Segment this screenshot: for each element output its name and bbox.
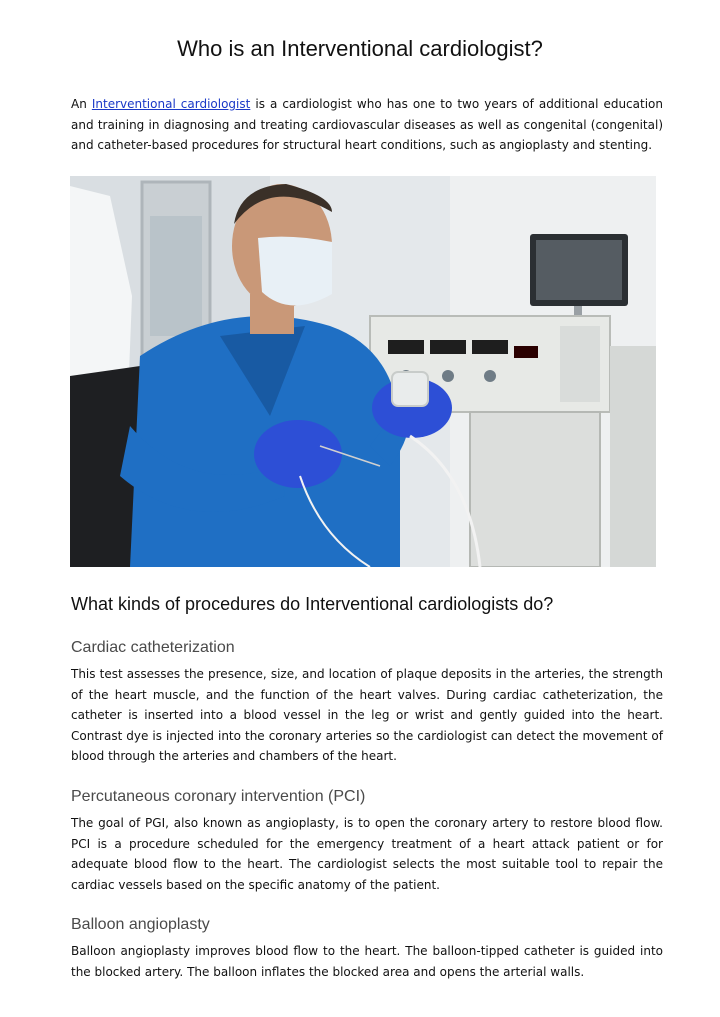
cardiologist-photo [70,176,656,567]
section-text-cardiac-catheterization: This test assesses the presence, size, and location of plaque deposits in the arteries, the strength of the heart muscle, and the function of the heart valves. During cardiac catheterization, the catheter is inserted into a blood vessel in the leg or wrist and gently guided into the heart. Contrast dye is injected into the coronary arteries so the cardiologist can detect the movement of blood through the arteries and chambers of the heart. [71,667,663,763]
page-title: Who is an Interventional cardiologist? [177,36,543,61]
section-text-pci: The goal of PGI, also known as angioplasty, is to open the coronary artery to restore blood flow. PCI is a procedure scheduled for the emergency treatment of a heart attack patient or for adequate blood flow to the heart. The cardiologist selects the most suitable tool to repair the cardiac vessels based on the specific anatomy of the patient. [71,816,663,892]
section-heading-pci: Percutaneous coronary intervention (PCI) [71,788,366,805]
interventional-cardiologist-link[interactable]: Interventional cardiologist [91,97,251,111]
procedures-heading: What kinds of procedures do Interventional cardiologists do? [71,594,554,614]
section-heading-balloon-angioplasty: Balloon angioplasty [71,916,210,933]
intro-prefix: An [71,97,92,111]
section-heading-cardiac-catheterization: Cardiac catheterization [71,639,235,656]
intro-rest: is a cardiologist who has one to two years of additional education and training in diagnosing and treating cardiovascular diseases as well as congenital (congenital) and catheter-based procedures for structural heart conditions, such as angioplasty and stenting. [71,97,663,152]
section-text-balloon-angioplasty: Balloon angioplasty improves blood flow to the heart. The balloon-tipped catheter is guided into the blocked artery. The balloon inflates the blocked area and opens the arterial walls. [71,944,663,979]
intro-paragraph [71,94,663,156]
